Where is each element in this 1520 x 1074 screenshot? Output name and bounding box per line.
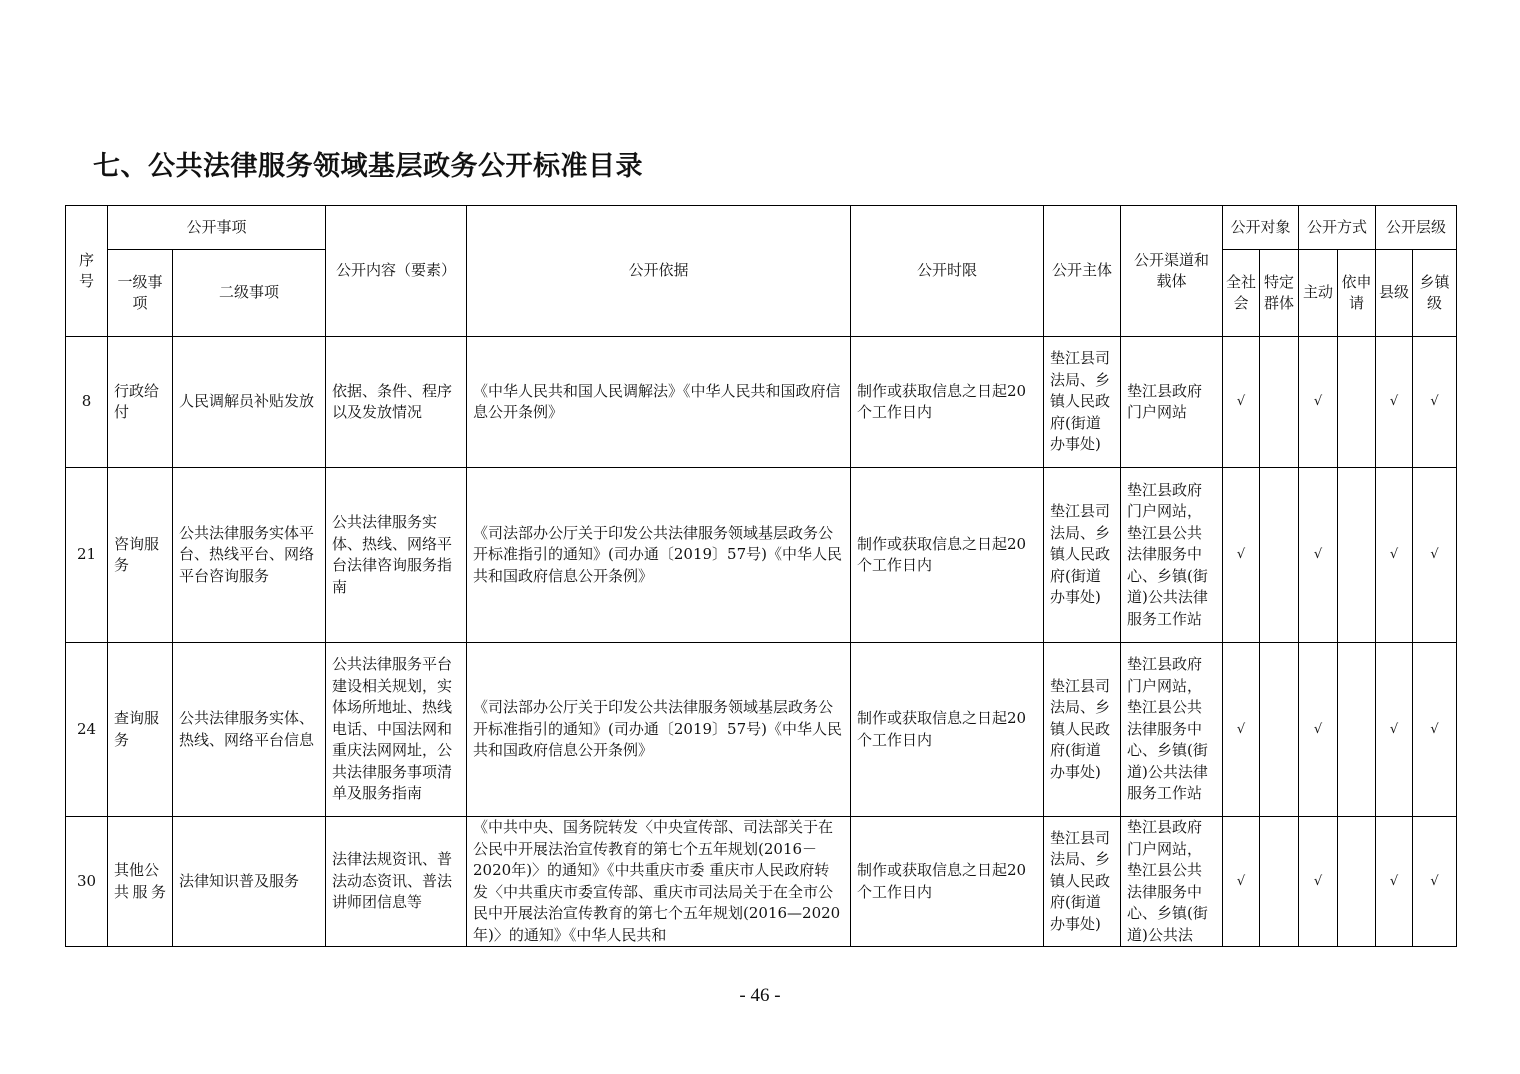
header-level-county: 县级 <box>1376 250 1413 337</box>
row-check-county: √ <box>1376 337 1413 468</box>
row-basis: 《中共中央、国务院转发〈中央宣传部、司法部关于在公民中开展法治宣传教育的第七个五年规划(2016－2020年)〉的通知》《中共重庆市委 重庆市人民政府转发〈中共重庆市委宣传部、重庆市司法局关于在全市公民中开展法治宣传教育的第七个五年规划(2016—2020年)〉的通知》《中华人民共和 <box>467 817 851 947</box>
row-check-town: √ <box>1413 337 1457 468</box>
header-matter: 公开事项 <box>108 206 326 250</box>
row-check-active: √ <box>1299 817 1338 947</box>
row-check-specific <box>1260 643 1299 817</box>
row-subject: 垫江县司法局、乡镇人民政府(街道办事处) <box>1044 468 1121 643</box>
row-basis: 《司法部办公厅关于印发公共法律服务领域基层政务公开标准指引的通知》(司办通〔2019〕57号)《中华人民共和国政府信息公开条例》 <box>467 643 851 817</box>
header-basis: 公开依据 <box>467 206 851 337</box>
row-time-limit: 制作或获取信息之日起20个工作日内 <box>851 643 1044 817</box>
row-seq: 8 <box>66 337 108 468</box>
header-audience: 公开对象 <box>1223 206 1299 250</box>
header-level1: 一级事项 <box>108 250 173 337</box>
row-seq: 24 <box>66 643 108 817</box>
table-row <box>66 468 1457 643</box>
row-check-county: √ <box>1376 468 1413 643</box>
row-channel: 垫江县政府门户网站，垫江县公共法律服务中心、乡镇(街道)公共法律服务工作站 <box>1121 643 1223 817</box>
row-level2: 法律知识普及服务 <box>173 817 326 947</box>
row-check-town: √ <box>1413 468 1457 643</box>
row-content: 法律法规资讯、普法动态资讯、普法讲师团信息等 <box>326 817 467 947</box>
row-check-specific <box>1260 817 1299 947</box>
row-level2: 人民调解员补贴发放 <box>173 337 326 468</box>
row-check-town: √ <box>1413 643 1457 817</box>
header-level: 公开层级 <box>1376 206 1457 250</box>
row-check-active: √ <box>1299 643 1338 817</box>
row-check-request <box>1338 817 1376 947</box>
row-level2: 公共法律服务实体、热线、网络平台信息 <box>173 643 326 817</box>
row-check-county: √ <box>1376 817 1413 947</box>
header-time-limit: 公开时限 <box>851 206 1044 337</box>
row-check-county: √ <box>1376 643 1413 817</box>
row-channel: 垫江县政府门户网站，垫江县公共法律服务中心、乡镇(街道)公共法 <box>1121 817 1223 947</box>
row-check-specific <box>1260 468 1299 643</box>
table-row <box>66 817 1457 947</box>
row-check-specific <box>1260 337 1299 468</box>
row-check-all: √ <box>1223 817 1260 947</box>
table-row <box>66 643 1457 817</box>
header-subject: 公开主体 <box>1044 206 1121 337</box>
row-time-limit: 制作或获取信息之日起20个工作日内 <box>851 337 1044 468</box>
header-content: 公开内容（要素） <box>326 206 467 337</box>
page-title: 七、公共法律服务领域基层政务公开标准目录 <box>93 151 643 182</box>
row-channel: 垫江县政府门户网站，垫江县公共法律服务中心、乡镇(街道)公共法律服务工作站 <box>1121 468 1223 643</box>
row-check-request <box>1338 337 1376 468</box>
header-audience-all: 全社会 <box>1223 250 1260 337</box>
row-check-active: √ <box>1299 468 1338 643</box>
row-channel: 垫江县政府门户网站 <box>1121 337 1223 468</box>
row-level1: 其他公共服务 <box>108 817 173 947</box>
row-content: 公共法律服务平台建设相关规划，实体场所地址、热线电话、中国法网和重庆法网网址，公共法律服务事项清单及服务指南 <box>326 643 467 817</box>
row-check-all: √ <box>1223 468 1260 643</box>
catalog-table <box>65 205 1457 947</box>
table-row <box>66 337 1457 468</box>
row-level1: 查询服务 <box>108 643 173 817</box>
row-check-request <box>1338 643 1376 817</box>
header-audience-specific: 特定群体 <box>1260 250 1299 337</box>
header-level2: 二级事项 <box>173 250 326 337</box>
header-mode-request: 依申请 <box>1338 250 1376 337</box>
row-check-all: √ <box>1223 643 1260 817</box>
row-content: 依据、条件、程序以及发放情况 <box>326 337 467 468</box>
row-seq: 30 <box>66 817 108 947</box>
row-content: 公共法律服务实体、热线、网络平台法律咨询服务指南 <box>326 468 467 643</box>
header-mode: 公开方式 <box>1299 206 1376 250</box>
row-subject: 垫江县司法局、乡镇人民政府(街道办事处) <box>1044 643 1121 817</box>
row-level2: 公共法律服务实体平台、热线平台、网络平台咨询服务 <box>173 468 326 643</box>
row-seq: 21 <box>66 468 108 643</box>
header-mode-active: 主动 <box>1299 250 1338 337</box>
header-seq: 序号 <box>66 206 108 337</box>
row-check-request <box>1338 468 1376 643</box>
row-level1: 行政给付 <box>108 337 173 468</box>
row-level1: 咨询服务 <box>108 468 173 643</box>
row-subject: 垫江县司法局、乡镇人民政府(街道办事处) <box>1044 817 1121 947</box>
page-number: - 46 - <box>739 985 781 1006</box>
row-check-town: √ <box>1413 817 1457 947</box>
row-time-limit: 制作或获取信息之日起20个工作日内 <box>851 817 1044 947</box>
row-subject: 垫江县司法局、乡镇人民政府(街道办事处) <box>1044 337 1121 468</box>
header-level-town: 乡镇级 <box>1413 250 1457 337</box>
row-basis: 《司法部办公厅关于印发公共法律服务领域基层政务公开标准指引的通知》(司办通〔2019〕57号)《中华人民共和国政府信息公开条例》 <box>467 468 851 643</box>
row-check-active: √ <box>1299 337 1338 468</box>
header-channel: 公开渠道和载体 <box>1121 206 1223 337</box>
row-time-limit: 制作或获取信息之日起20个工作日内 <box>851 468 1044 643</box>
row-check-all: √ <box>1223 337 1260 468</box>
row-basis: 《中华人民共和国人民调解法》《中华人民共和国政府信息公开条例》 <box>467 337 851 468</box>
